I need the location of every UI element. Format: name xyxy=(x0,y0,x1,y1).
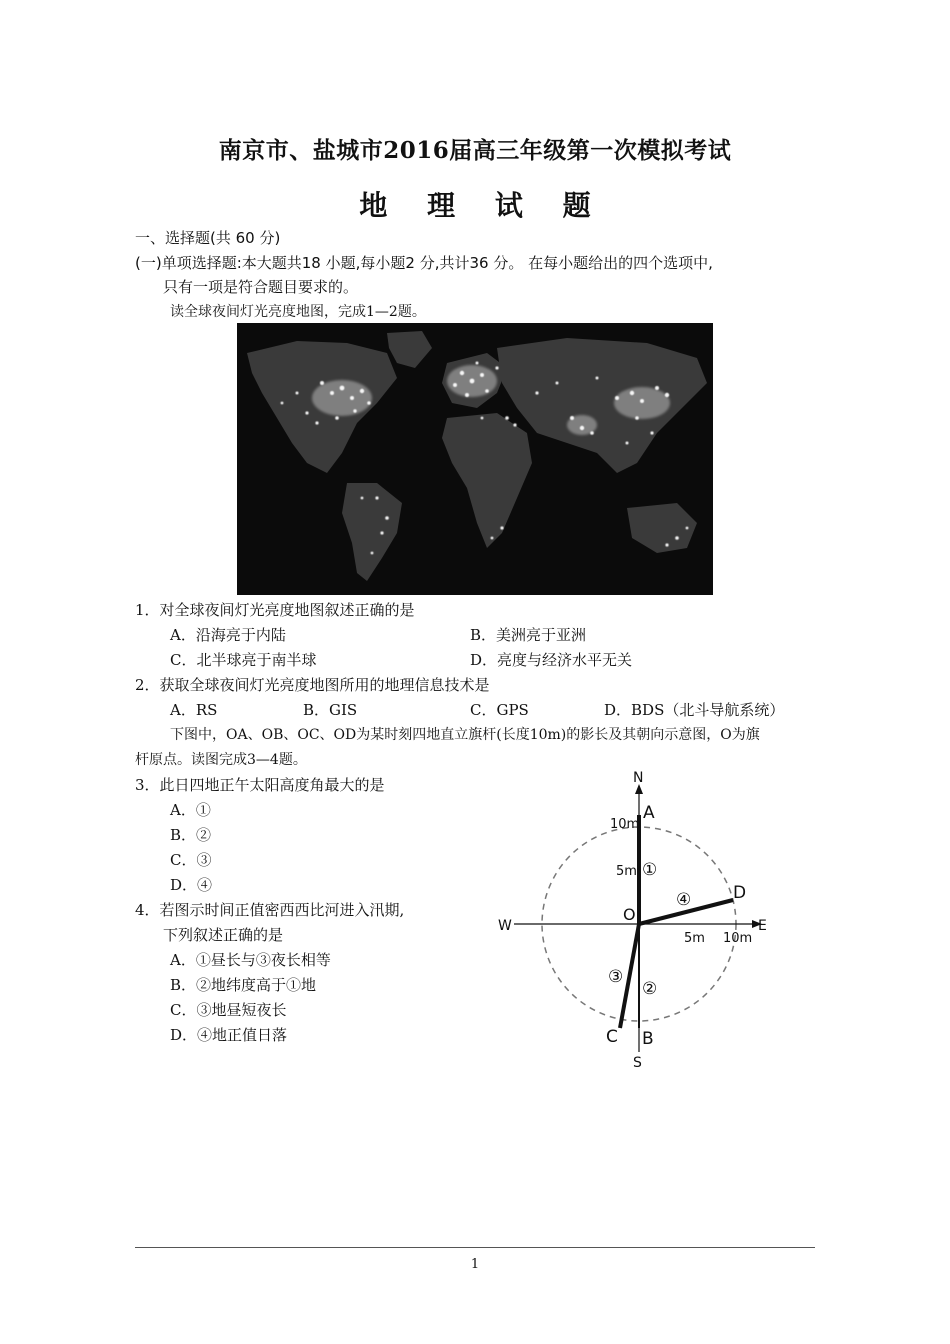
question-3-option-d[interactable]: D．④ xyxy=(170,876,213,894)
question-3-option-b[interactable]: B．② xyxy=(170,826,212,844)
question-2-option-a[interactable]: A．RS xyxy=(170,701,218,719)
label-b: B xyxy=(642,1029,654,1049)
part1-instruction-line1: (一)单项选择题:本大题共18 小题,每小题2 分,共计36 分。 在每小题给出的四个选项中, xyxy=(135,254,713,272)
diagram-intro-line1: 下图中，OA、OB、OC、OD为某时刻四地直立旗杆(长度10m)的影长及其朝向示意图，O为旗 xyxy=(170,727,760,743)
question-1-stem: 1．对全球夜间灯光亮度地图叙述正确的是 xyxy=(135,601,415,619)
section-heading: 一、选择题(共 60 分) xyxy=(135,229,281,247)
label-w: W xyxy=(498,918,512,934)
question-4-option-b[interactable]: B．②地纬度高于①地 xyxy=(170,976,317,994)
map-intro: 读全球夜间灯光亮度地图，完成1—2题。 xyxy=(170,304,426,320)
question-2-option-c[interactable]: C．GPS xyxy=(470,701,529,719)
question-4-stem-line2: 下列叙述正确的是 xyxy=(163,926,284,944)
label-d: D xyxy=(733,883,747,903)
exam-title: 南京市、盐城市2016届高三年级第一次模拟考试 xyxy=(218,137,732,164)
page-number: 1 xyxy=(470,1257,480,1272)
label-n: N xyxy=(633,770,644,786)
subject-title: 地 理 试 题 xyxy=(359,189,591,222)
diagram-intro-line2: 杆原点。读图完成3—4题。 xyxy=(135,752,307,768)
question-3-option-a[interactable]: A．① xyxy=(170,801,211,819)
shadow-compass-diagram xyxy=(490,770,780,1070)
label-circle-1: ① xyxy=(642,860,658,880)
label-5m-east: 5m xyxy=(684,931,705,946)
question-3-stem: 3．此日四地正午太阳高度角最大的是 xyxy=(135,776,385,794)
label-circle-4: ④ xyxy=(676,890,692,910)
label-10m-north: 10m xyxy=(610,817,640,832)
label-a: A xyxy=(643,803,655,823)
question-3-option-c[interactable]: C．③ xyxy=(170,851,212,869)
question-1-option-c[interactable]: C．北半球亮于南半球 xyxy=(170,651,317,669)
question-2-option-d[interactable]: D．BDS（北斗导航系统） xyxy=(604,701,785,719)
question-4-option-a[interactable]: A．①昼长与③夜长相等 xyxy=(170,951,331,969)
question-2-stem: 2．获取全球夜间灯光亮度地图所用的地理信息技术是 xyxy=(135,676,490,694)
night-lights-world-map xyxy=(237,323,713,595)
question-2-option-b[interactable]: B．GIS xyxy=(303,701,358,719)
label-10m-east: 10m xyxy=(723,931,753,946)
label-c: C xyxy=(606,1027,618,1047)
question-1-option-b[interactable]: B．美洲亮于亚洲 xyxy=(470,626,587,644)
question-4-option-c[interactable]: C．③地昼短夜长 xyxy=(170,1001,287,1019)
world-map-image xyxy=(237,323,713,595)
label-5m-north: 5m xyxy=(616,864,637,879)
footer-divider xyxy=(135,1247,815,1248)
question-1-option-d[interactable]: D．亮度与经济水平无关 xyxy=(470,651,633,669)
label-s: S xyxy=(633,1055,642,1070)
label-circle-3: ③ xyxy=(608,967,624,987)
question-4-option-d[interactable]: D．④地正值日落 xyxy=(170,1026,288,1044)
question-1-option-a[interactable]: A．沿海亮于内陆 xyxy=(170,626,286,644)
question-4-stem-line1: 4．若图示时间正值密西西比河进入汛期, xyxy=(135,901,405,919)
label-e: E xyxy=(758,918,767,934)
label-o: O xyxy=(623,905,636,924)
label-circle-2: ② xyxy=(642,979,658,999)
part1-instruction-line2: 只有一项是符合题目要求的。 xyxy=(163,278,359,296)
